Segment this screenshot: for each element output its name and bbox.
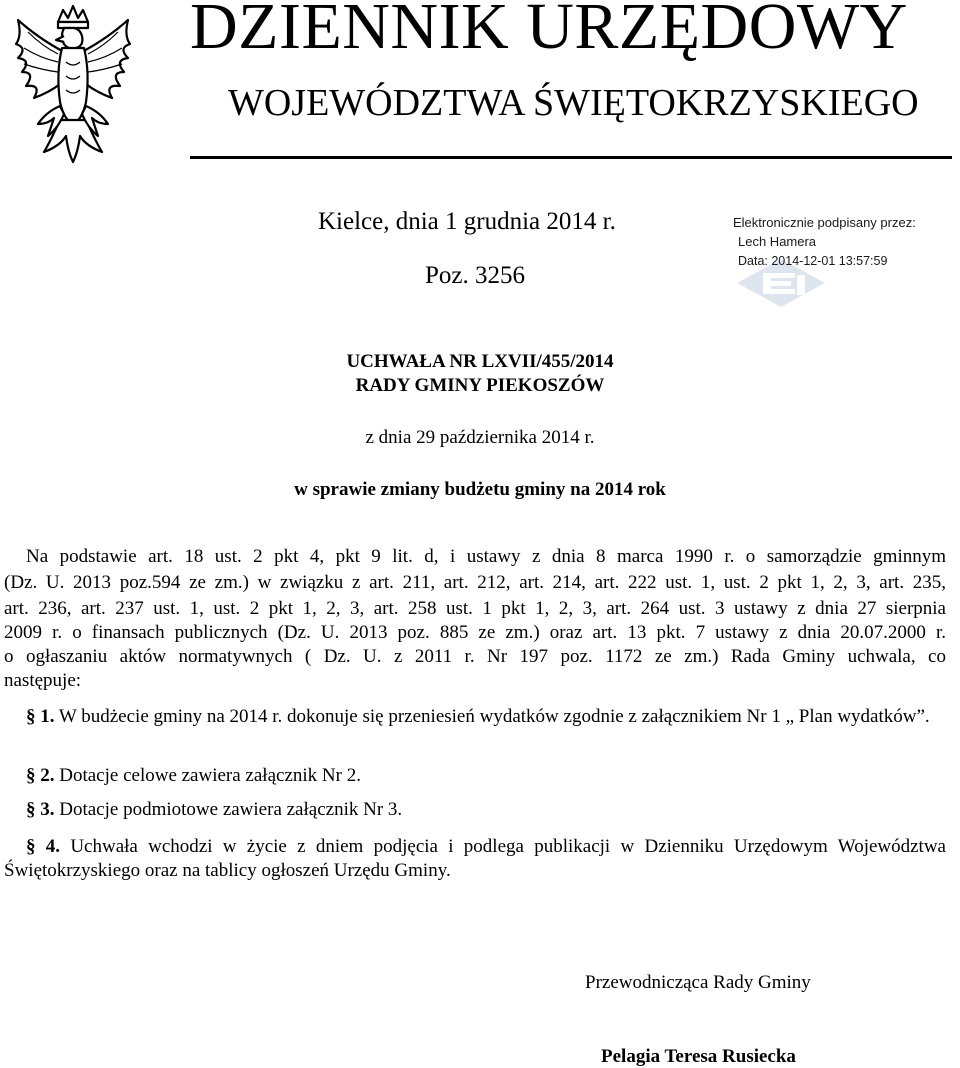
paragraph-3 <box>4 798 946 822</box>
journal-title: DZIENNIK URZĘDOWY <box>190 0 908 63</box>
paragraph-number: § 4. <box>26 836 61 857</box>
place-and-date: Kielce, dnia 1 grudnia 2014 r. <box>318 208 616 235</box>
paragraph-number: § 2. <box>26 765 55 786</box>
preamble-line: (Dz. U. 2013 poz.594 ze zm.) w związku z art. 211, art. 212, art. 214, art. 222 ust. 1, ust. 2 pkt 1, 2, 3, art. 235, <box>4 572 946 593</box>
signer-name-digital: Lech Hamera <box>738 234 817 249</box>
signer-role: Przewodnicząca Rady Gminy <box>585 972 811 993</box>
preamble-line: art. 236, art. 237 ust. 1, ust. 2 pkt 1, 2, 3, art. 258 ust. 1 pkt 1, 2, 3, art. 264 ust. 3 ustawy z dnia 27 sierpnia <box>4 598 946 619</box>
resolution-title <box>0 350 960 398</box>
paragraph-number: § 3. <box>26 799 55 820</box>
resolution-number: UCHWAŁA NR LXVII/455/2014 <box>346 351 614 372</box>
preamble-line: 2009 r. o finansach publicznych (Dz. U. 2013 poz. 885 ze zm.) oraz art. 13 pkt. 7 ustawy z dnia 20.07.2000 r. <box>4 622 946 643</box>
header-divider <box>190 156 952 159</box>
paragraph-2 <box>4 764 946 788</box>
paragraph-4 <box>4 835 946 883</box>
preamble-line: o ogłaszaniu aktów normatywnych ( Dz. U. z 2011 r. Nr 197 poz. 1172 ze zm.) Rada Gminy uchwala, co <box>4 646 946 667</box>
paragraph-text: W budżecie gminy na 2014 r. dokonuje się przeniesień wydatków zgodnie z załącznikiem Nr 1 „ Plan wydatków”. <box>54 706 930 727</box>
journal-subtitle: WOJEWÓDZTWA ŚWIĘTOKRZYSKIEGO <box>228 82 919 124</box>
signature-timestamp: Data: 2014-12-01 13:57:59 <box>738 254 888 268</box>
electronic-signature <box>733 215 953 315</box>
preamble-line: Na podstawie art. 18 ust. 2 pkt 4, pkt 9 lit. d, i ustawy z dnia 8 marca 1990 r. o samorządzie gminnym <box>26 546 946 567</box>
resolution-subject: w sprawie zmiany budżetu gminy na 2014 rok <box>294 479 666 500</box>
paragraph-1 <box>4 705 946 729</box>
white-eagle-coat-of-arms-icon <box>8 2 138 177</box>
resolution-issuer: RADY GMINY PIEKOSZÓW <box>355 375 605 396</box>
signer-name: Pelagia Teresa Rusiecka <box>601 1046 796 1067</box>
position-number: Poz. 3256 <box>425 262 525 289</box>
paragraph-text: Uchwała wchodzi w życie z dniem podjęcia i podlega publikacji w Dzienniku Urzędowym Województwa Świętokrzyskiego oraz na tablicy ogłoszeń Urzędu Gminy. <box>4 836 946 881</box>
paragraph-text: Dotacje celowe zawiera załącznik Nr 2. <box>54 765 361 786</box>
paragraph-number: § 1. <box>26 706 55 727</box>
resolution-date: z dnia 29 października 2014 r. <box>365 427 595 448</box>
signature-label: Elektronicznie podpisany przez: <box>733 215 916 230</box>
preamble-line: następuje: <box>4 670 82 691</box>
paragraph-text: Dotacje podmiotowe zawiera załącznik Nr 3. <box>54 799 403 820</box>
